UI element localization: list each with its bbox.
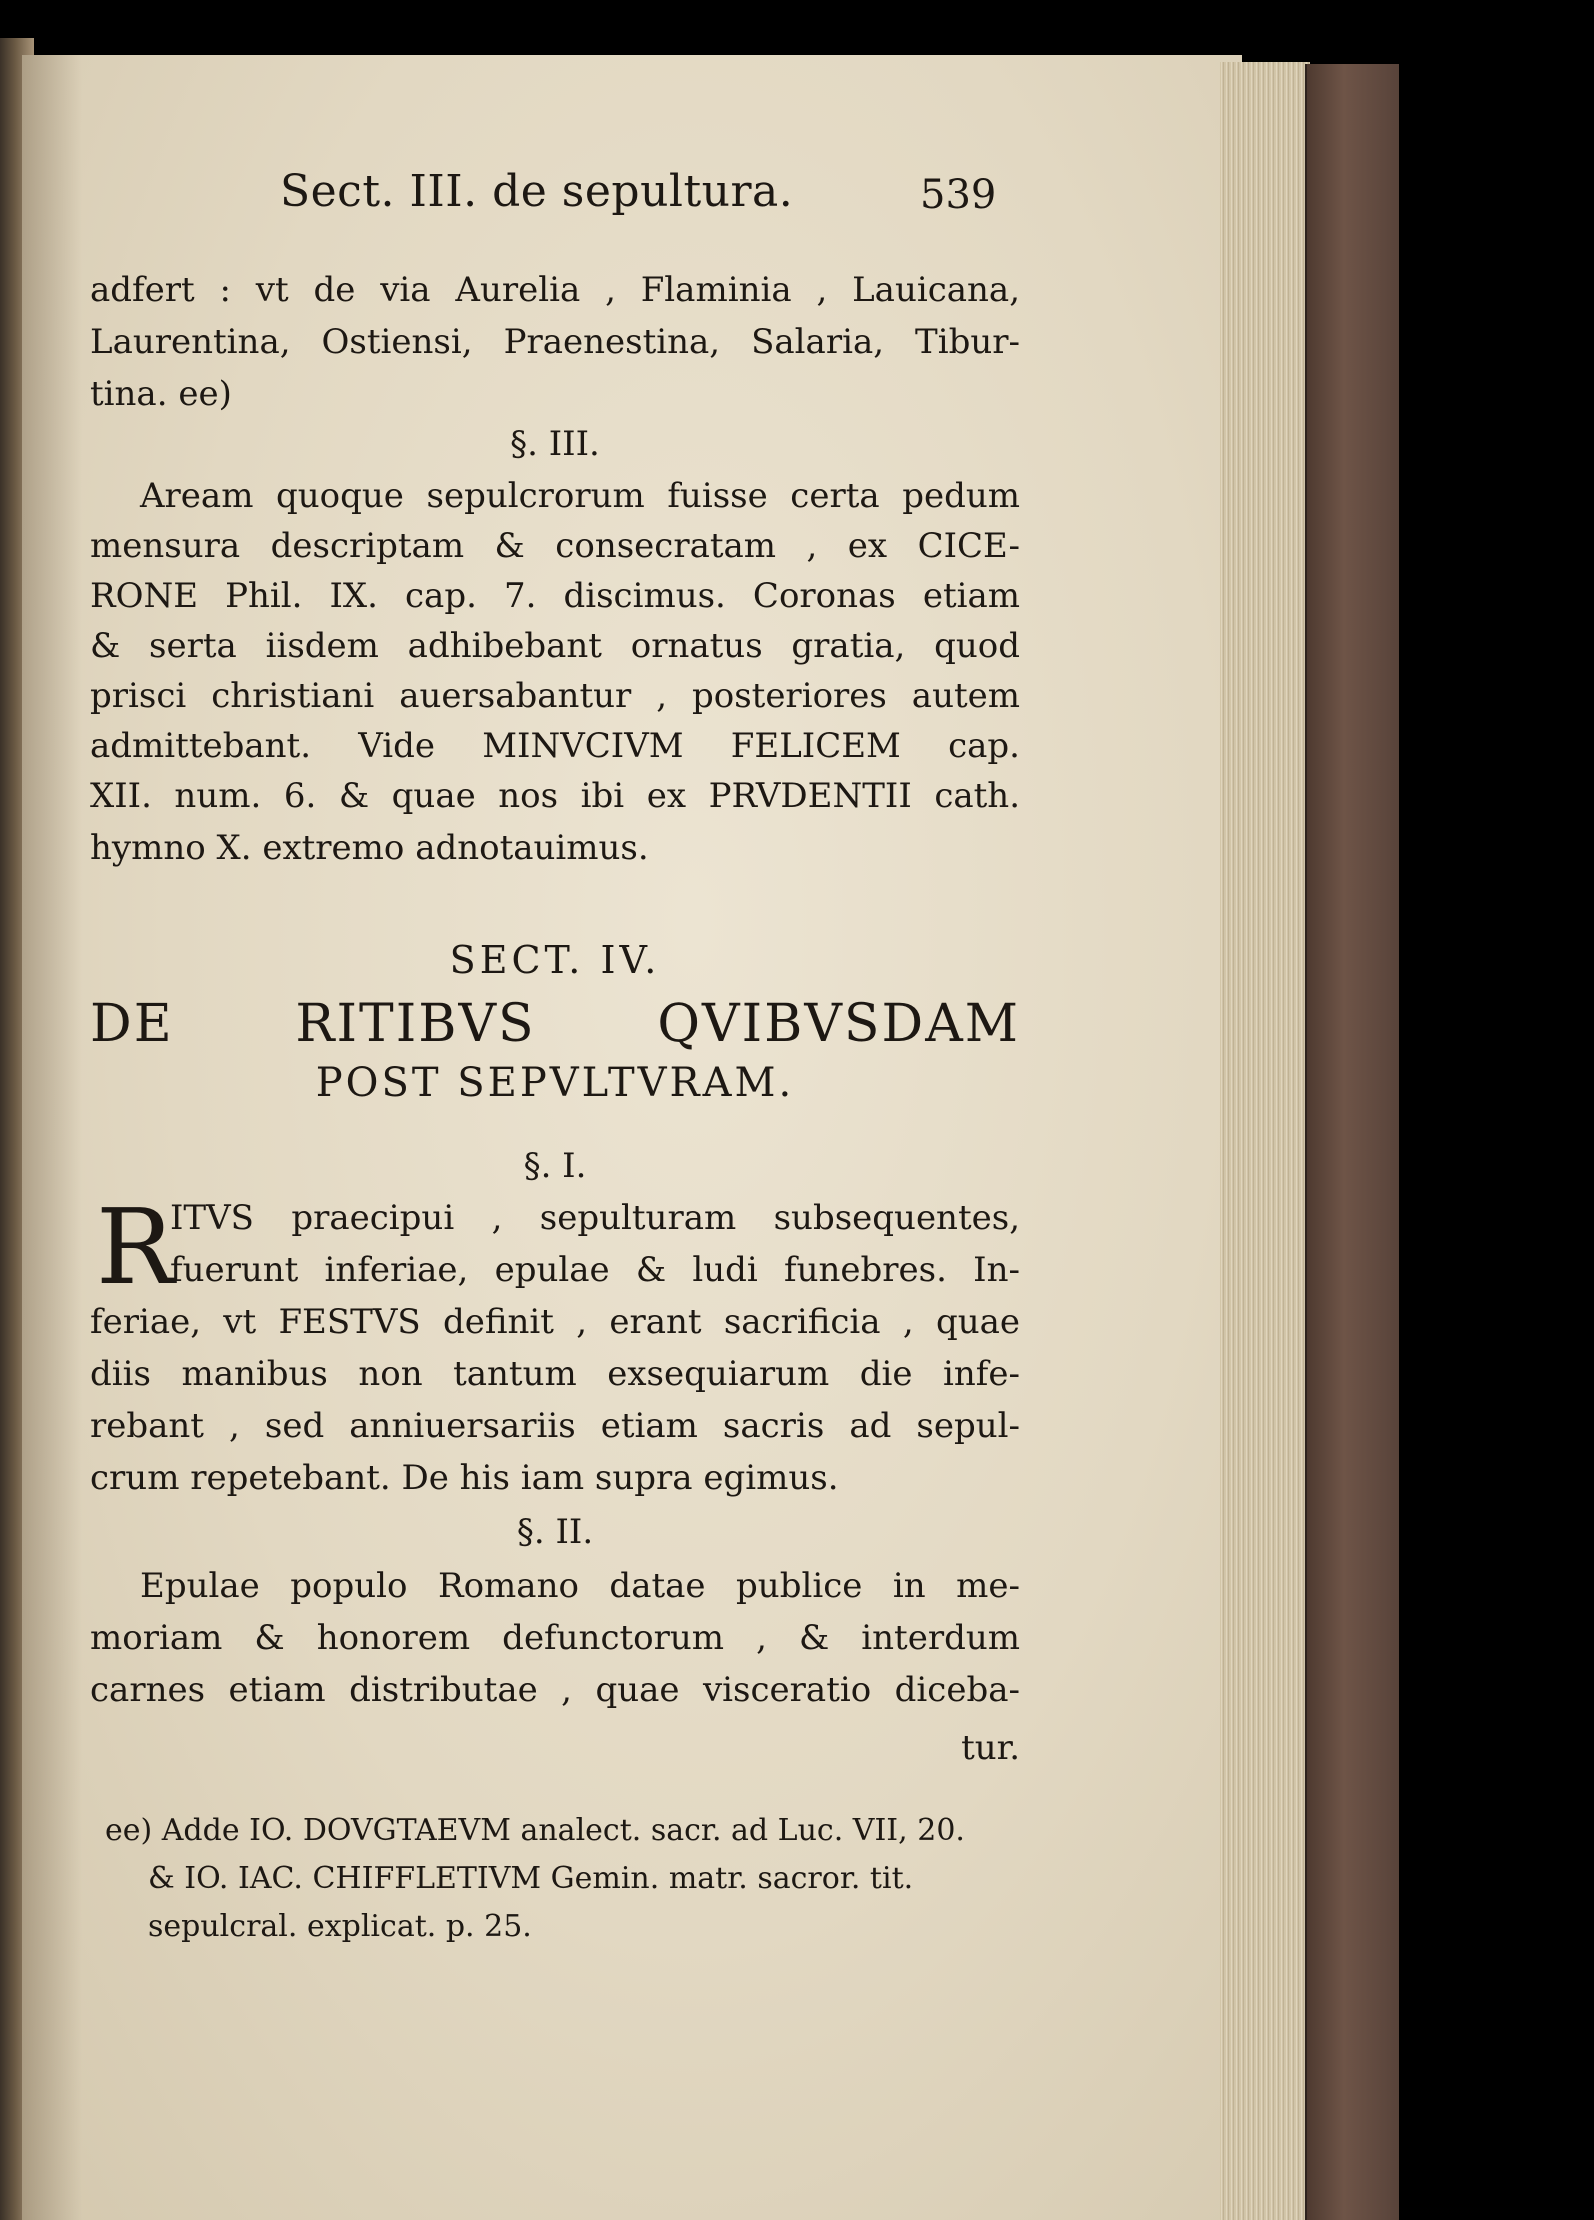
text-line: diis manibus non tantum exsequiarum die infe- — [90, 1354, 1020, 1394]
section-title: DE RITIBVS QVIBVSDAM — [90, 994, 1020, 1054]
text-line: tur. — [961, 1728, 1020, 1768]
text-line: adfert : vt de via Aurelia , Flaminia , Lauicana, — [90, 270, 1020, 310]
text-line: prisci christiani auersabantur , posteriores autem — [90, 676, 1020, 716]
page-number: 539 — [920, 172, 997, 218]
text-line: Laurentina, Ostiensi, Praenestina, Salaria, Tibur- — [90, 322, 1020, 362]
text-line: rebant , sed anniuersariis etiam sacris ad sepul- — [90, 1406, 1020, 1446]
drop-cap: R — [96, 1186, 175, 1308]
paragraph-mark: §. II. — [516, 1512, 594, 1552]
running-head: Sect. III. de sepultura. — [280, 166, 794, 217]
text-line: tina. ee) — [90, 374, 232, 414]
paragraph-mark: §. I. — [523, 1146, 587, 1186]
text-line: crum repetebant. De his iam supra egimus. — [90, 1458, 839, 1498]
section-subtitle: POST SEPVLTVRAM. — [315, 1060, 795, 1106]
text-line: fuerunt inferiae, epulae & ludi funebres. In- — [170, 1250, 1020, 1290]
text-line: moriam & honorem defunctorum , & interdum — [90, 1618, 1020, 1658]
text-line: & serta iisdem adhibebant ornatus gratia, quod — [90, 626, 1020, 666]
text-line: admittebant. Vide MINVCIVM FELICEM cap. — [90, 726, 1020, 766]
footnote-line: ee) Adde IO. DOVGTAEVM analect. sacr. ad Luc. VII, 20. — [105, 1813, 965, 1848]
text-line: carnes etiam distributae , quae visceratio diceba- — [90, 1670, 1020, 1710]
text-line: mensura descriptam & consecratam , ex CICE- — [90, 526, 1020, 566]
text-line: ITVS praecipui , sepulturam subsequentes, — [170, 1198, 1020, 1238]
footnote-line: & IO. IAC. CHIFFLETIVM Gemin. matr. sacror. tit. — [148, 1861, 914, 1896]
section-label: SECT. IV. — [449, 938, 661, 982]
text-line: RONE Phil. IX. cap. 7. discimus. Coronas etiam — [90, 576, 1020, 616]
text-line: Aream quoque sepulcrorum fuisse certa pedum — [140, 476, 1020, 516]
text-line: hymno X. extremo adnotauimus. — [90, 828, 649, 868]
footnote-line: sepulcral. explicat. p. 25. — [148, 1909, 532, 1944]
paragraph-mark: §. III. — [510, 424, 600, 464]
text-line: Epulae populo Romano datae publice in me- — [140, 1566, 1020, 1606]
text-line: feriae, vt FESTVS definit , erant sacrificia , quae — [90, 1302, 1020, 1342]
text-line: XII. num. 6. & quae nos ibi ex PRVDENTII cath. — [90, 776, 1020, 816]
